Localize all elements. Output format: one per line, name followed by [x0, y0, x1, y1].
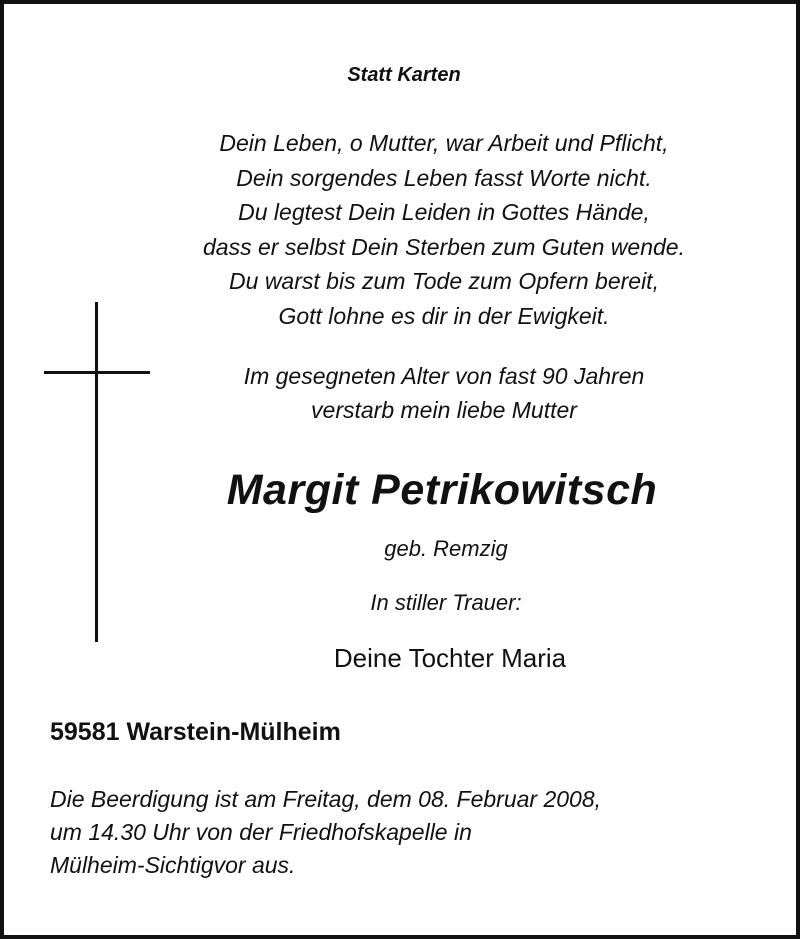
funeral-line: um 14.30 Uhr von der Friedhofskapelle in [50, 819, 472, 845]
funeral-info [50, 783, 601, 882]
age-line: verstarb mein liebe Mutter [311, 397, 577, 423]
poem-line: Du warst bis zum Tode zum Opfern bereit, [229, 268, 659, 294]
poem-line: Dein sorgendes Leben fasst Worte nicht. [236, 164, 652, 191]
poem [4, 126, 800, 333]
signer-name: Deine Tochter Maria [333, 643, 567, 673]
poem-line: Du legtest Dein Leiden in Gottes Hände, [238, 199, 650, 225]
poem-line: dass er selbst Dein Sterben zum Guten wende. [203, 233, 685, 260]
age-text [4, 359, 800, 427]
maiden-name: geb. Remzig [384, 536, 508, 561]
funeral-line: Die Beerdigung ist am Freitag, dem 08. Februar 2008, [50, 786, 602, 812]
deceased-name: Margit Petrikowitsch [226, 466, 658, 514]
notice-heading: Statt Karten [347, 64, 461, 86]
age-line: Im gesegneten Alter von fast 90 Jahren [243, 363, 645, 389]
mourning-line: In stiller Trauer: [370, 590, 522, 615]
poem-line: Gott lohne es dir in der Ewigkeit. [278, 302, 610, 329]
poem-line: Dein Leben, o Mutter, war Arbeit und Pflicht, [219, 130, 669, 156]
location: 59581 Warstein-Mülheim [50, 718, 341, 746]
funeral-line: Mülheim-Sichtigvor aus. [50, 852, 296, 878]
